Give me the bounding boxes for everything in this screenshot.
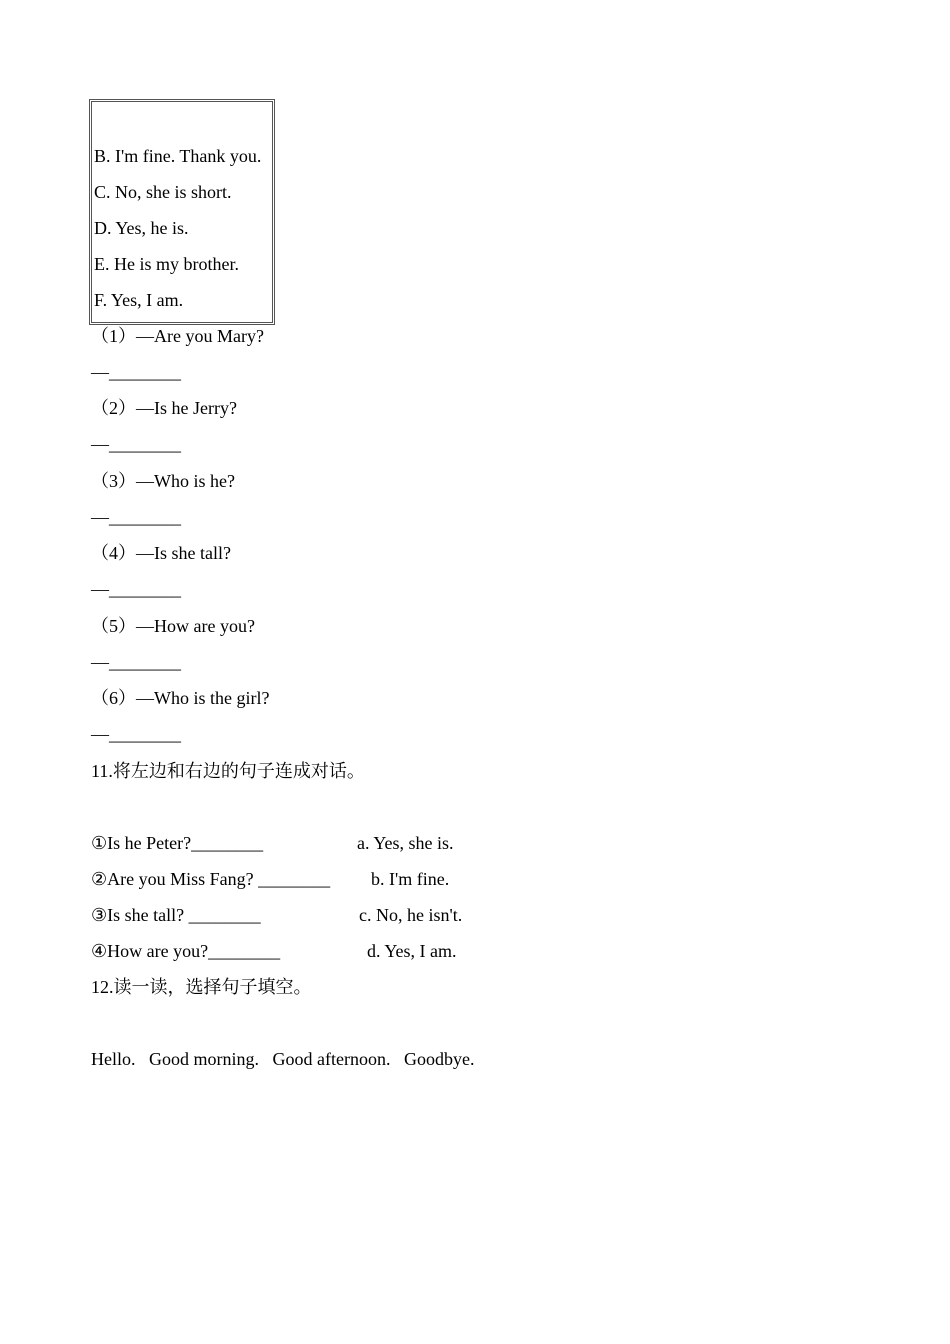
q11-title: 11.将左边和右边的句子连成对话。: [91, 761, 365, 781]
q11-right-c: c. No, he isn't.: [359, 905, 463, 925]
option-b: B. I'm fine. Thank you.: [94, 146, 262, 166]
q10-answer-blank-5: —________: [91, 652, 181, 672]
q10-question-2: （2）—Is he Jerry?: [91, 398, 237, 418]
q11-right-b: b. I'm fine.: [371, 869, 450, 889]
q12-title: 12.读一读，选择句子填空。: [91, 977, 312, 997]
q11-left-3: ③Is she tall? ________: [91, 905, 261, 925]
option-d: D. Yes, he is.: [94, 218, 189, 238]
q11-right-a: a. Yes, she is.: [357, 833, 454, 853]
q10-answer-blank-3: —________: [91, 507, 181, 527]
option-c: C. No, she is short.: [94, 182, 232, 202]
option-e: E. He is my brother.: [94, 254, 239, 274]
q10-question-3: （3）—Who is he?: [91, 471, 235, 491]
q10-question-6: （6）—Who is the girl?: [91, 688, 270, 708]
q10-answer-blank-2: —________: [91, 434, 181, 454]
q10-question-4: （4）—Is she tall?: [91, 543, 231, 563]
q11-left-2: ②Are you Miss Fang? ________: [91, 869, 331, 889]
q11-left-1: ①Is he Peter?________: [91, 833, 264, 853]
q10-question-5: （5）—How are you?: [91, 616, 255, 636]
q10-question-1: （1）—Are you Mary?: [91, 326, 264, 346]
option-f: F. Yes, I am.: [94, 290, 184, 310]
q10-answer-blank-6: —________: [91, 724, 181, 744]
q11-left-4: ④How are you?________: [91, 941, 281, 961]
q10-answer-blank-1: —________: [91, 362, 181, 382]
q10-answer-blank-4: —________: [91, 579, 181, 599]
q12-word-bank: Hello. Good morning. Good afternoon. Goodbye.: [91, 1049, 475, 1069]
q11-right-d: d. Yes, I am.: [367, 941, 457, 961]
options-box: [89, 99, 275, 325]
